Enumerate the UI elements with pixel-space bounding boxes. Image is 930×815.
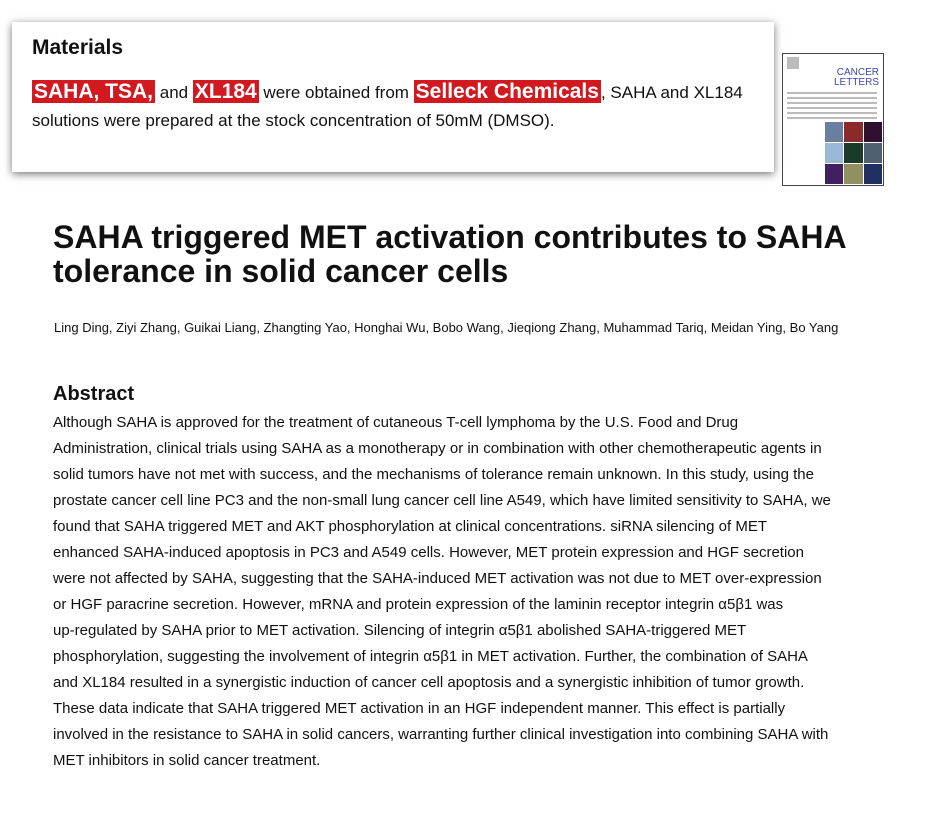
materials-heading: Materials: [32, 36, 124, 59]
paper-title: SAHA triggered MET activation contributes to SAHA tolerance in solid cancer cells: [53, 219, 846, 289]
materials-text: [32, 78, 762, 135]
abstract-line: found that SAHA triggered MET and AKT phosphorylation at clinical concentrations. siRNA silencing of MET: [53, 518, 767, 535]
abstract-line: or HGF paracrine secretion. However, mRNA and protein expression of the laminin receptor integrin α5β1 was: [53, 596, 784, 613]
highlight: SAHA, TSA,: [34, 80, 154, 103]
cover-images: [825, 122, 882, 184]
journal-title: [834, 68, 879, 88]
abstract-line: prostate cancer cell line PC3 and the non-small lung cancer cell line A549, which have limited sensitivity to SAHA, we: [53, 492, 831, 509]
journal-title-line: CANCER: [836, 67, 879, 78]
journal-cover: [782, 53, 884, 186]
abstract-heading: Abstract: [53, 383, 135, 405]
author-list: Ling Ding, Ziyi Zhang, Guikai Liang, Zhangting Yao, Honghai Wu, Bobo Wang, Jieqiong Zhang, Muhammad Tariq, Meidan Ying, Bo Yang: [54, 320, 839, 335]
abstract-line: phosphorylation, suggesting the involvement of integrin α5β1 in MET activation. Further, the combination of SAHA: [53, 648, 808, 665]
abstract-line: up-regulated by SAHA prior to MET activation. Silencing of integrin α5β1 abolished SAHA-triggered MET: [53, 622, 747, 639]
abstract-line: and XL184 resulted in a synergistic induction of cancer cell apoptosis and a synergistic inhibition of tumor growth.: [53, 674, 805, 691]
text: , SAHA and XL184 solutions were prepared at the stock concentration of 50mM (DMSO).: [32, 83, 743, 130]
materials-callout: [12, 22, 774, 172]
highlight: Selleck Chemicals: [415, 80, 599, 103]
cover-contents: [787, 92, 877, 122]
journal-title-line: LETTERS: [833, 77, 879, 88]
abstract-line: These data indicate that SAHA triggered MET activation in an HGF independent manner. This effect is partially: [53, 700, 786, 717]
highlight: XL184: [194, 80, 257, 103]
abstract-line: Administration, clinical trials using SAHA as a monotherapy or in combination with other chemotherapeutic agents in: [53, 440, 822, 457]
abstract-line: enhanced SAHA-induced apoptosis in PC3 and A549 cells. However, MET protein expression and HGF secretion: [53, 544, 804, 561]
publisher-logo: [787, 57, 799, 69]
abstract-line: involved in the resistance to SAHA in solid cancers, warranting further clinical investigation into combining SAHA with: [53, 726, 829, 743]
abstract-line: were not affected by SAHA, suggesting that the SAHA-induced MET activation was not due to MET over-expression: [53, 570, 822, 587]
abstract-line: solid tumors have not met with success, and the mechanisms of tolerance remain unknown. In this study, using the: [53, 466, 814, 483]
text: were obtained from: [258, 83, 414, 102]
abstract-line: MET inhibitors in solid cancer treatment.: [53, 752, 321, 769]
abstract-line: Although SAHA is approved for the treatment of cutaneous T-cell lymphoma by the U.S. Food and Drug: [53, 414, 739, 431]
abstract-text: [53, 410, 893, 774]
text: and: [155, 83, 193, 102]
